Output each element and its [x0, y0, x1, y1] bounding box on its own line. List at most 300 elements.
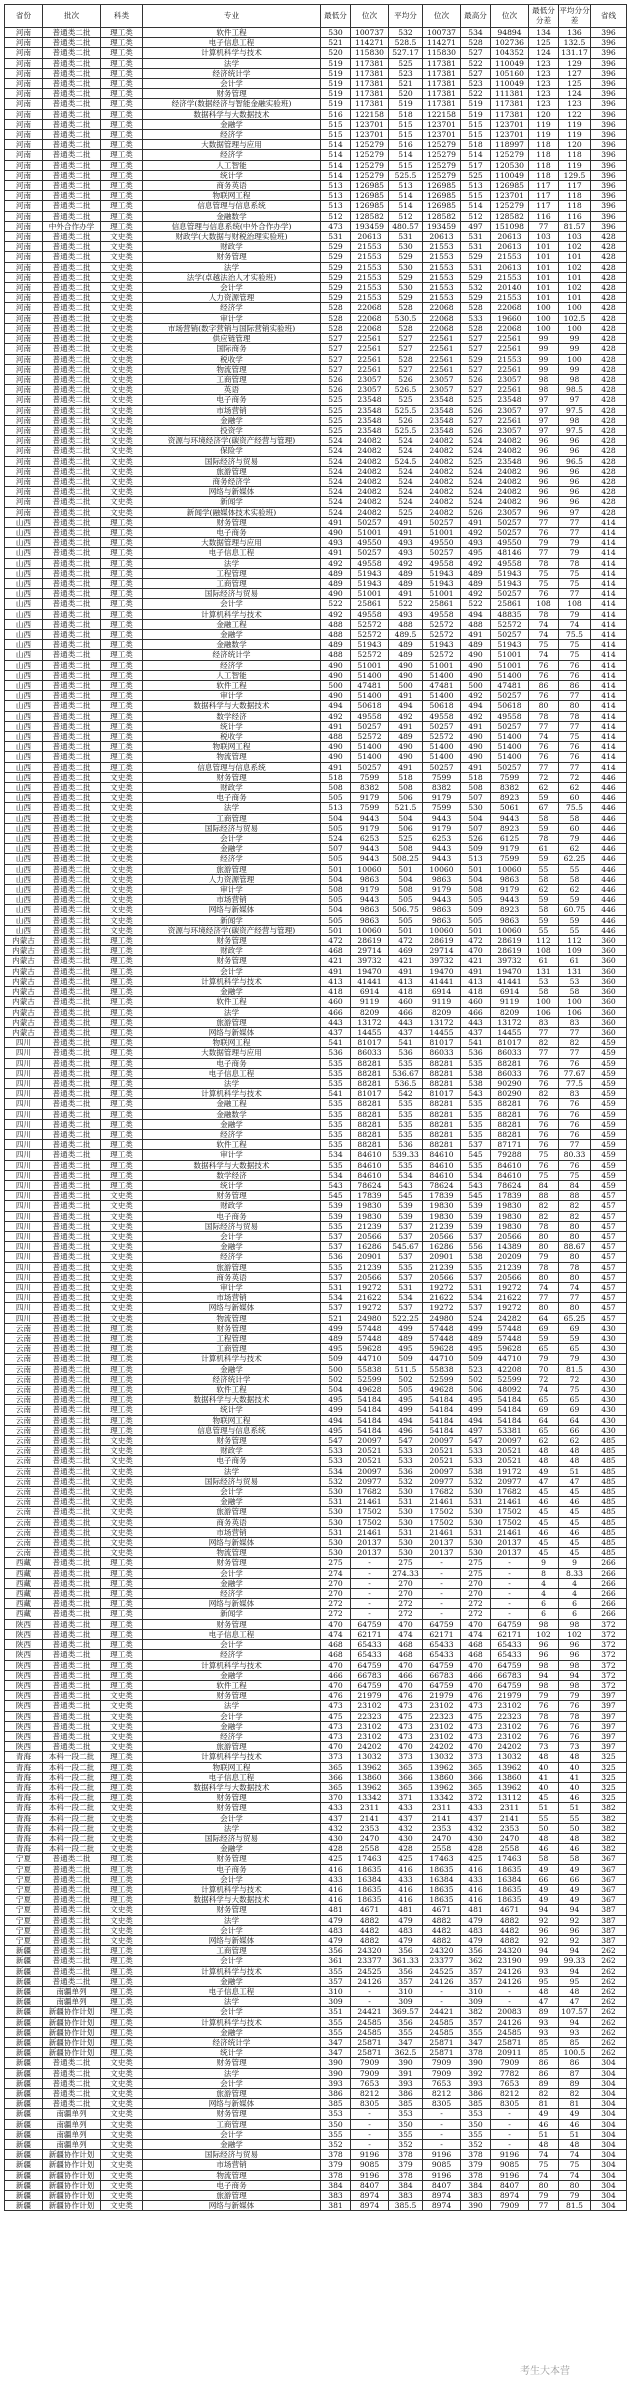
table-cell: 理工类: [101, 1354, 143, 1364]
table-cell: 理工类: [101, 1997, 143, 2007]
table-cell: 23548: [423, 405, 461, 415]
table-cell: 545: [389, 1191, 423, 1201]
table-cell: 13172: [491, 1017, 529, 1027]
table-cell: 88281: [491, 1099, 529, 1109]
table-cell: 310: [461, 1987, 491, 1997]
table-cell: 355: [321, 1966, 351, 1976]
table-cell: 24202: [351, 1742, 389, 1752]
table-cell: 20901: [423, 1252, 461, 1262]
table-cell: 电子商务: [143, 2180, 321, 2190]
table-cell: 普通类二批: [43, 1915, 101, 1925]
table-cell: 理工类: [101, 1078, 143, 1088]
table-cell: 352: [321, 2140, 351, 2150]
table-row: [5, 1976, 627, 1986]
table-cell: 23548: [423, 395, 461, 405]
table-cell: 446: [591, 915, 627, 925]
table-cell: 河南: [5, 79, 43, 89]
table-cell: -: [423, 2140, 461, 2150]
table-cell: 50257: [351, 548, 389, 558]
table-cell: 101: [529, 293, 559, 303]
table-cell: 金融工程: [143, 619, 321, 629]
table-cell: 93: [529, 1966, 559, 1976]
table-cell: 普通类二批: [43, 1313, 101, 1323]
table-cell: 24082: [351, 446, 389, 456]
table-row: [5, 670, 627, 680]
table-cell: 489: [461, 578, 491, 588]
table-cell: 理工类: [101, 558, 143, 568]
table-cell: 76: [559, 1109, 591, 1119]
table-cell: 23057: [351, 374, 389, 384]
table-cell: 新疆: [5, 2017, 43, 2027]
table-row: [5, 58, 627, 68]
table-cell: 504: [461, 813, 491, 823]
table-cell: 457: [591, 1201, 627, 1211]
table-cell: 476: [389, 1691, 423, 1701]
table-cell: 理工类: [101, 997, 143, 1007]
table-row: [5, 578, 627, 588]
table-cell: 25871: [491, 2038, 529, 2048]
table-cell: 114271: [423, 38, 461, 48]
table-cell: 390: [321, 2058, 351, 2068]
table-cell: 45: [529, 1507, 559, 1517]
table-row: [5, 221, 627, 231]
table-cell: 64759: [423, 1619, 461, 1629]
table-cell: 金融数学: [143, 640, 321, 650]
table-cell: 88281: [423, 1078, 461, 1088]
table-cell: 9085: [423, 2160, 461, 2170]
table-cell: 普通类二批: [43, 1058, 101, 1068]
table-cell: 新疆: [5, 2140, 43, 2150]
table-row: [5, 385, 627, 395]
table-cell: 519: [321, 68, 351, 78]
table-cell: 75: [559, 1385, 591, 1395]
table-cell: 372: [591, 1629, 627, 1639]
table-cell: 530: [389, 1548, 423, 1558]
table-cell: 法学: [143, 1915, 321, 1925]
table-cell: 414: [591, 517, 627, 527]
table-cell: 云南: [5, 1456, 43, 1466]
table-cell: 78624: [491, 1180, 529, 1190]
table-row: [5, 395, 627, 405]
table-cell: 94: [529, 1670, 559, 1680]
table-cell: 本科一段二批: [43, 1833, 101, 1843]
table-cell: 79: [529, 1691, 559, 1701]
table-cell: 河南: [5, 191, 43, 201]
table-cell: 20137: [423, 1538, 461, 1548]
table-cell: 527: [389, 334, 423, 344]
table-cell: 文史类: [101, 1538, 143, 1548]
table-cell: 四川: [5, 1109, 43, 1119]
table-cell: 488: [321, 629, 351, 639]
table-cell: 88: [559, 1191, 591, 1201]
table-cell: 内蒙古: [5, 997, 43, 1007]
table-cell: 2558: [423, 1844, 461, 1854]
table-cell: 51943: [351, 578, 389, 588]
table-cell: 云南: [5, 1425, 43, 1435]
table-cell: 24082: [351, 436, 389, 446]
table-cell: 23102: [423, 1721, 461, 1731]
table-cell: 9196: [491, 2150, 529, 2160]
table-cell: 理工类: [101, 1425, 143, 1435]
table-cell: 65: [529, 1395, 559, 1405]
table-cell: 495: [461, 548, 491, 558]
table-cell: 普通类二批: [43, 517, 101, 527]
table-cell: 河南: [5, 221, 43, 231]
table-cell: 普通类二批: [43, 599, 101, 609]
table-cell: 77: [529, 548, 559, 558]
table-cell: 491: [389, 517, 423, 527]
table-row: [5, 681, 627, 691]
table-cell: 490: [461, 670, 491, 680]
table-cell: 77: [559, 1048, 591, 1058]
table-cell: 65: [529, 1425, 559, 1435]
table-cell: 360: [591, 966, 627, 976]
table-cell: 118: [559, 191, 591, 201]
table-cell: 普通类二批: [43, 589, 101, 599]
table-cell: 新疆: [5, 2109, 43, 2119]
table-cell: 524: [321, 487, 351, 497]
table-cell: 515: [461, 119, 491, 129]
table-cell: 80: [529, 1272, 559, 1282]
table-cell: 旅游管理: [143, 2089, 321, 2099]
table-cell: 文史类: [101, 1731, 143, 1741]
table-row: [5, 2027, 627, 2037]
table-cell: 414: [591, 660, 627, 670]
table-cell: 100: [529, 303, 559, 313]
table-cell: 47: [529, 1997, 559, 2007]
table-cell: 100.5: [559, 2048, 591, 2058]
table-cell: 青海: [5, 1833, 43, 1843]
table-cell: 79: [529, 1252, 559, 1262]
table-cell: 325: [591, 1793, 627, 1803]
table-cell: 367: [591, 1864, 627, 1874]
table-cell: 文史类: [101, 1813, 143, 1823]
table-cell: -: [351, 1558, 389, 1568]
table-cell: 479: [461, 1935, 491, 1945]
table-cell: 普通类二批: [43, 79, 101, 89]
table-cell: 新闻学: [143, 1609, 321, 1619]
table-row: [5, 609, 627, 619]
table-cell: 501: [321, 925, 351, 935]
table-cell: 514: [461, 201, 491, 211]
table-cell: 515: [389, 119, 423, 129]
table-cell: 19272: [423, 1282, 461, 1292]
table-cell: 普通类二批: [43, 487, 101, 497]
table-cell: 河南: [5, 344, 43, 354]
table-cell: 普通类二批: [43, 323, 101, 333]
table-cell: 495: [389, 1395, 423, 1405]
table-cell: 普通类二批: [43, 956, 101, 966]
table-cell: 390: [321, 2068, 351, 2078]
table-cell: 51: [559, 1803, 591, 1813]
table-cell: 524: [461, 497, 491, 507]
table-row: [5, 619, 627, 629]
table-cell: 537: [461, 1231, 491, 1241]
table-cell: 19660: [491, 313, 529, 323]
table-cell: 51943: [423, 578, 461, 588]
table-row: [5, 1487, 627, 1497]
table-cell: 48092: [491, 1385, 529, 1395]
table-cell: 20566: [423, 1231, 461, 1241]
table-cell: 470: [461, 1660, 491, 1670]
table-cell: 山西: [5, 813, 43, 823]
table-cell: 文史类: [101, 1282, 143, 1292]
table-cell: 文史类: [101, 915, 143, 925]
table-row: [5, 1313, 627, 1323]
table-cell: 529: [389, 272, 423, 282]
table-cell: 数据科学与大数据技术: [143, 1395, 321, 1405]
table-cell: 内蒙古: [5, 936, 43, 946]
table-row: [5, 191, 627, 201]
table-cell: 22068: [351, 313, 389, 323]
table-row: [5, 1864, 627, 1874]
table-cell: 62171: [423, 1629, 461, 1639]
table-cell: 51400: [491, 742, 529, 752]
table-cell: 79: [559, 2191, 591, 2201]
table-cell: 新疆协作计划: [43, 2180, 101, 2190]
table-cell: 20613: [423, 232, 461, 242]
table-cell: 80: [559, 1303, 591, 1313]
table-cell: 会计学: [143, 1640, 321, 1650]
table-cell: 英语: [143, 385, 321, 395]
table-cell: 81: [529, 2099, 559, 2109]
table-cell: 525: [389, 58, 423, 68]
table-cell: 457: [591, 1303, 627, 1313]
table-cell: 414: [591, 609, 627, 619]
table-cell: 93: [529, 2027, 559, 2037]
table-cell: 87171: [491, 1140, 529, 1150]
table-cell: 459: [591, 1150, 627, 1160]
table-cell: 新疆: [5, 1946, 43, 1956]
table-cell: -: [351, 2109, 389, 2119]
table-cell: 物流管理: [143, 752, 321, 762]
table-cell: 24082: [351, 456, 389, 466]
table-cell: 74: [559, 2170, 591, 2180]
table-cell: 南疆单列: [43, 2119, 101, 2129]
table-cell: 河南: [5, 89, 43, 99]
table-cell: 经济学(数据经济与智能金融实验班): [143, 99, 321, 109]
table-cell: 20911: [491, 2048, 529, 2058]
table-cell: 普通类二批: [43, 987, 101, 997]
table-cell: 理工类: [101, 1599, 143, 1609]
table-cell: 24126: [491, 1966, 529, 1976]
table-cell: 536.67: [389, 1068, 423, 1078]
table-cell: 软件工程: [143, 997, 321, 1007]
table-row: [5, 864, 627, 874]
table-cell: 文史类: [101, 1487, 143, 1497]
table-cell: 491: [461, 517, 491, 527]
table-cell: 普通类二批: [43, 191, 101, 201]
header-avg-diff: 平均分分差: [559, 5, 591, 28]
table-cell: 普通类二批: [43, 2068, 101, 2078]
table-cell: 南疆单列: [43, 2129, 101, 2139]
table-row: [5, 1997, 627, 2007]
table-cell: 270: [389, 1589, 423, 1599]
table-cell: 82: [529, 1089, 559, 1099]
table-cell: 535: [321, 1140, 351, 1150]
table-cell: 491: [389, 966, 423, 976]
table-cell: 52599: [423, 1374, 461, 1384]
table-cell: 16286: [351, 1242, 389, 1252]
table-cell: 文史类: [101, 1466, 143, 1476]
table-cell: 软件工程: [143, 1385, 321, 1395]
table-cell: 7599: [491, 772, 529, 782]
table-cell: 普通类二批: [43, 1385, 101, 1395]
table-cell: 理工类: [101, 140, 143, 150]
table-cell: 25871: [351, 2038, 389, 2048]
table-cell: -: [491, 1558, 529, 1568]
table-cell: 382: [591, 1833, 627, 1843]
table-cell: 396: [591, 201, 627, 211]
table-cell: 本科一段二批: [43, 1793, 101, 1803]
table-cell: 115830: [351, 48, 389, 58]
table-cell: 262: [591, 1987, 627, 1997]
table-cell: 524: [321, 507, 351, 517]
table-cell: 49: [529, 1864, 559, 1874]
table-cell: -: [491, 1589, 529, 1599]
table-cell: 110049: [491, 79, 529, 89]
table-cell: 537: [321, 1231, 351, 1241]
table-cell: 21553: [351, 242, 389, 252]
table-cell: 山西: [5, 558, 43, 568]
table-cell: 457: [591, 1282, 627, 1292]
table-cell: 理工类: [101, 130, 143, 140]
table-cell: 24082: [351, 476, 389, 486]
table-cell: 经济统计学: [143, 1374, 321, 1384]
table-cell: 542: [389, 1089, 423, 1099]
table-cell: 535: [321, 1119, 351, 1129]
table-cell: 金融学: [143, 1497, 321, 1507]
table-cell: 9119: [423, 997, 461, 1007]
table-cell: 经济统计学: [143, 650, 321, 660]
table-cell: 396: [591, 28, 627, 38]
table-cell: 法学: [143, 58, 321, 68]
table-cell: 文史类: [101, 813, 143, 823]
table-row: [5, 436, 627, 446]
table-cell: 534: [389, 1293, 423, 1303]
table-cell: 480.57: [389, 221, 423, 231]
table-cell: 51001: [491, 660, 529, 670]
table-cell: 54184: [491, 1415, 529, 1425]
table-row: [5, 262, 627, 272]
table-cell: 9196: [423, 2170, 461, 2180]
table-cell: 57448: [351, 1334, 389, 1344]
table-cell: 2558: [491, 1844, 529, 1854]
table-row: [5, 925, 627, 935]
table-cell: 473: [321, 1701, 351, 1711]
table-cell: 西藏: [5, 1599, 43, 1609]
table-cell: 普通类二批: [43, 1436, 101, 1446]
table-row: [5, 1129, 627, 1139]
table-cell: 367: [591, 1854, 627, 1864]
table-cell: 4: [529, 1578, 559, 1588]
table-cell: 9863: [491, 874, 529, 884]
table-cell: 54184: [491, 1405, 529, 1415]
table-cell: 理工类: [101, 1956, 143, 1966]
table-cell: 24082: [491, 476, 529, 486]
table-cell: 72: [529, 772, 559, 782]
table-cell: 472: [389, 936, 423, 946]
table-cell: 430: [591, 1395, 627, 1405]
table-cell: 河南: [5, 354, 43, 364]
table-cell: 青海: [5, 1813, 43, 1823]
table-cell: 506.75: [389, 905, 423, 915]
table-cell: 350: [389, 2119, 423, 2129]
table-cell: 397: [591, 1731, 627, 1741]
table-cell: 84610: [351, 1170, 389, 1180]
table-cell: 49: [559, 1884, 591, 1894]
table-cell: 理工类: [101, 1589, 143, 1599]
table-cell: 普通类二批: [43, 1038, 101, 1048]
table-cell: 428: [591, 405, 627, 415]
table-cell: 新疆协作计划: [43, 2007, 101, 2017]
table-cell: 541: [461, 1038, 491, 1048]
table-cell: 457: [591, 1211, 627, 1221]
table-cell: 普通类二批: [43, 2058, 101, 2068]
table-cell: 普通类二批: [43, 936, 101, 946]
table-cell: 86: [529, 2068, 559, 2078]
table-cell: 陕西: [5, 1742, 43, 1752]
table-cell: 382: [591, 1844, 627, 1854]
table-cell: 四川: [5, 1272, 43, 1282]
table-cell: 理工类: [101, 1364, 143, 1374]
table-cell: 421: [321, 956, 351, 966]
table-cell: 新疆: [5, 2068, 43, 2078]
table-cell: 4882: [351, 1935, 389, 1945]
table-cell: 云南: [5, 1405, 43, 1415]
table-cell: 陕西: [5, 1711, 43, 1721]
table-cell: 普通类二批: [43, 242, 101, 252]
table-cell: 446: [591, 925, 627, 935]
table-cell: 4482: [491, 1925, 529, 1935]
table-row: [5, 1323, 627, 1333]
table-cell: 山西: [5, 517, 43, 527]
table-cell: 272: [321, 1609, 351, 1619]
table-cell: 财务管理: [143, 1854, 321, 1864]
table-cell: 文史类: [101, 1721, 143, 1731]
table-cell: 物流管理: [143, 1313, 321, 1323]
table-row: [5, 1711, 627, 1721]
table-cell: 64: [559, 1415, 591, 1425]
table-cell: 8407: [491, 2180, 529, 2190]
table-cell: -: [423, 1589, 461, 1599]
table-cell: 514: [389, 191, 423, 201]
table-cell: 123: [529, 58, 559, 68]
table-cell: 428: [389, 1844, 423, 1854]
table-cell: 资源与环境经济学(碳资产经营与管理): [143, 925, 321, 935]
table-cell: 21553: [423, 272, 461, 282]
table-cell: 479: [321, 1935, 351, 1945]
table-cell: 山西: [5, 864, 43, 874]
table-cell: 会计学: [143, 966, 321, 976]
table-cell: 南疆单列: [43, 2109, 101, 2119]
table-cell: 506: [389, 823, 423, 833]
table-cell: 531: [461, 1282, 491, 1292]
table-cell: 475: [461, 1711, 491, 1721]
table-cell: 304: [591, 2129, 627, 2139]
table-cell: 财务管理: [143, 1793, 321, 1803]
table-cell: 10060: [491, 864, 529, 874]
table-cell: 普通类二批: [43, 874, 101, 884]
table-row: [5, 1640, 627, 1650]
table-cell: 文史类: [101, 436, 143, 446]
table-cell: 117381: [423, 68, 461, 78]
table-cell: 6: [559, 1609, 591, 1619]
table-cell: 23057: [491, 374, 529, 384]
table-cell: 535: [321, 1068, 351, 1078]
table-cell: 云南: [5, 1415, 43, 1425]
table-cell: 四川: [5, 1129, 43, 1139]
